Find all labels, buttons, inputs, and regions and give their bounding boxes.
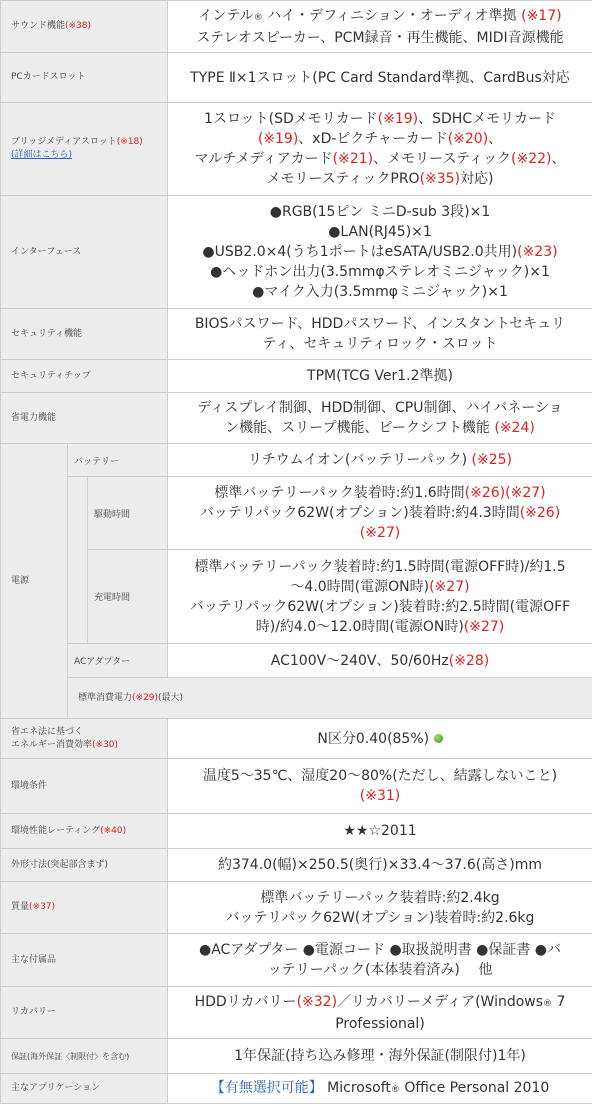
sound-value: インテル® ハイ・デフィニション・オーディオ準拠 (※17) ステレオスピーカー、PCM録音・再生機能、MIDI音源機能 <box>168 1 592 53</box>
security-label: セキュリティ機能 <box>1 309 168 360</box>
environment-label: 環境条件 <box>1 759 168 814</box>
power-label: 電源 <box>1 444 68 719</box>
eco-leaf-icon <box>434 734 443 743</box>
applications-label: 主なアプリケーション <box>1 1074 168 1104</box>
warranty-value: 1年保証(持ち込み修理・海外保証(制限付)1年) <box>168 1039 592 1074</box>
ac-adapter-label: ACアダプター <box>68 644 168 678</box>
row-security <box>1 309 592 360</box>
consumption-label: 標準消費電力(※29)(最大) <box>68 678 592 719</box>
weight-value: 標準バッテリーパック装着時:約2.4kg バッテリパック62W(オプション)装着時:約2.6kg <box>168 882 592 934</box>
row-bridge-media <box>1 103 592 196</box>
row-size <box>1 849 592 882</box>
row-sound <box>1 1 592 53</box>
row-ac-adapter <box>1 644 592 678</box>
rating-value: ★★☆2011 <box>168 814 592 849</box>
efficiency-label: 省エネ法に基づく エネルギー消費効率(※30) <box>1 719 168 759</box>
charge-time-value: 標準バッテリーパック装着時:約1.5時間(電源OFF時)/約1.5 〜4.0時間(電源ON時)(※27) バッテリパック62W(オプション)装着時:約2.5時間(電源OFF 時)/約4.0〜12.0時間(電源ON時)(※27) <box>168 550 592 644</box>
row-battery <box>1 444 592 477</box>
size-label: 外形寸法(突起部含まず) <box>1 849 168 882</box>
row-charge-time <box>1 550 592 644</box>
row-environment <box>1 759 592 814</box>
ac-adapter-value: AC100V〜240V、50/60Hz(※28) <box>168 644 592 678</box>
power-save-value: ディスプレイ制御、HDD制御、CPU制御、ハイバネーショ ン機能、スリープ機能、ピークシフト機能 (※24) <box>168 393 592 444</box>
power-sub-indent <box>68 477 88 644</box>
drive-time-value: 標準バッテリーパック装着時:約1.6時間(※26)(※27) バッテリパック62W(オプション)装着時:約4.3時間(※26) (※27) <box>168 477 592 550</box>
chip-label: セキュリティチップ <box>1 360 168 393</box>
weight-label: 質量(※37) <box>1 882 168 934</box>
drive-time-label: 駆動時間 <box>88 477 168 550</box>
pccard-value: TYPE Ⅱ×1スロット(PC Card Standard準拠、CardBus対応 <box>168 53 592 103</box>
accessories-value: ●ACアダプター ●電源コード ●取扱説明書 ●保証書 ●バ ッテリーパック(本体装着済み) 他 <box>168 934 592 987</box>
row-security-chip <box>1 360 592 393</box>
row-weight <box>1 882 592 934</box>
row-interface <box>1 196 592 309</box>
accessories-label: 主な付属品 <box>1 934 168 987</box>
charge-time-label: 充電時間 <box>88 550 168 644</box>
row-warranty <box>1 1039 592 1074</box>
power-save-label: 省電力機能 <box>1 393 168 444</box>
interface-value: ●RGB(15ピン ミニD-sub 3段)×1 ●LAN(RJ45)×1 ●USB2.0×4(うち1ポートはeSATA/USB2.0共用)(※23) ●ヘッドホン出力(3.5mmφステレオミニジャック)×1 ●マイク入力(3.5mmφミニジャック)×1 <box>168 196 592 309</box>
row-pccard <box>1 53 592 103</box>
row-drive-time <box>1 477 592 550</box>
row-power-save <box>1 393 592 444</box>
bridge-value: 1スロット(SDメモリカード(※19)、SDHCメモリカード (※19)、xD-ピクチャーカード(※20)、 マルチメディアカード(※21)、メモリースティック(※22)、 メモリースティックPRO(※35)対応) <box>168 103 592 196</box>
interface-label: インターフェース <box>1 196 168 309</box>
row-recovery <box>1 987 592 1039</box>
recovery-label: リカバリー <box>1 987 168 1039</box>
row-efficiency <box>1 719 592 759</box>
details-link[interactable]: (詳細はこちら) <box>11 150 72 160</box>
warranty-label: 保証(海外保証〈制限付〉を含む) <box>1 1039 168 1074</box>
row-applications <box>1 1074 592 1104</box>
security-value: BIOSパスワード、HDDパスワード、インスタントセキュリ ティ、セキュリティロック・スロット <box>168 309 592 360</box>
size-value: 約374.0(幅)×250.5(奥行)×33.4〜37.6(高さ)mm <box>168 849 592 882</box>
battery-label: バッテリー <box>68 444 168 477</box>
row-rating <box>1 814 592 849</box>
applications-value: 【有無選択可能】 Microsoft® Office Personal 2010 <box>168 1074 592 1104</box>
optional-tag: 【有無選択可能】 <box>211 1080 323 1096</box>
environment-value: 温度5〜35℃、湿度20〜80%(ただし、結露しないこと) (※31) <box>168 759 592 814</box>
chip-value: TPM(TCG Ver1.2準拠) <box>168 360 592 393</box>
row-accessories <box>1 934 592 987</box>
recovery-value: HDDリカバリー(※32)／リカバリーメディア(Windows® 7 Professional) <box>168 987 592 1039</box>
bridge-label: ブリッジメディアスロット(※18) (詳細はこちら) <box>1 103 168 196</box>
sound-label: サウンド機能(※38) <box>1 1 168 53</box>
row-consumption <box>1 678 592 719</box>
efficiency-value: N区分0.40(85%) <box>168 719 592 759</box>
rating-label: 環境性能レーティング(※40) <box>1 814 168 849</box>
pccard-label: PCカードスロット <box>1 53 168 103</box>
battery-value: リチウムイオン(バッテリーパック) (※25) <box>168 444 592 477</box>
